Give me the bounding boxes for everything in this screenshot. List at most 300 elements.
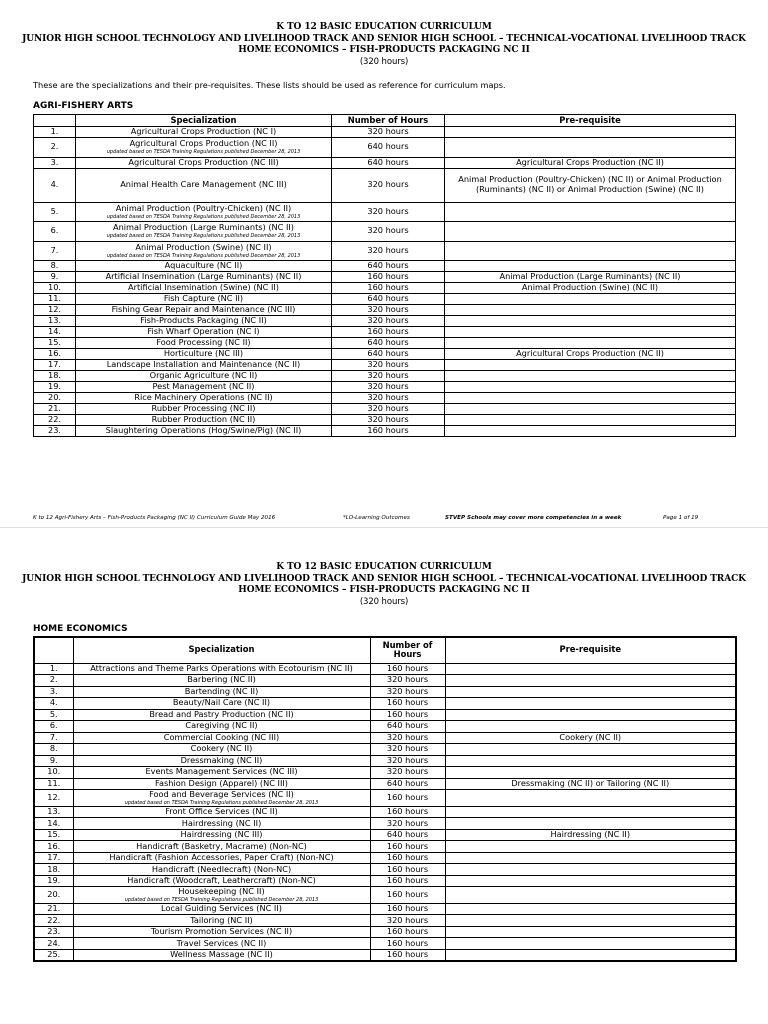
row-prerequisite: Dressmaking (NC II) or Tailoring (NC II) <box>445 778 736 790</box>
row-number: 24. <box>34 938 73 950</box>
row-prerequisite <box>445 294 736 305</box>
row-number: 13. <box>34 806 73 818</box>
table-row <box>34 382 736 393</box>
table-row <box>34 915 736 927</box>
row-number: 8. <box>34 261 76 272</box>
row-specialization <box>73 841 370 853</box>
row-number: 14. <box>34 327 76 338</box>
row-specialization <box>76 349 332 360</box>
page-2 <box>0 528 768 1024</box>
table-row <box>34 157 736 168</box>
row-hours: 320 hours <box>332 222 445 242</box>
row-number: 3. <box>34 686 73 698</box>
row-prerequisite <box>445 698 736 710</box>
specialization-name: Fish Capture (NC II) <box>163 293 244 304</box>
row-specialization <box>73 698 370 710</box>
intro-text: These are the specializations and their pre-requisites. These lists should be used as reference for curriculum maps. <box>33 80 506 90</box>
specialization-name: Commercial Cooking (NC III) <box>163 731 280 742</box>
row-number: 2. <box>34 138 76 158</box>
row-prerequisite <box>445 241 736 261</box>
specialization-name: Animal Production (Poultry-Chicken) (NC II) <box>115 202 292 213</box>
row-number: 17. <box>34 852 73 864</box>
row-hours: 320 hours <box>332 393 445 404</box>
row-prerequisite: Animal Production (Large Ruminants) (NC II) <box>445 272 736 283</box>
row-prerequisite <box>445 404 736 415</box>
table-row <box>34 316 736 327</box>
row-prerequisite <box>445 316 736 327</box>
specialization-name: Animal Production (Swine) (NC II) <box>135 241 272 252</box>
row-hours: 640 hours <box>332 261 445 272</box>
table-row <box>34 283 736 294</box>
row-hours: 320 hours <box>332 305 445 316</box>
row-specialization <box>76 283 332 294</box>
specialization-name: Food and Beverage Services (NC II) <box>149 789 294 799</box>
table-row <box>34 663 736 675</box>
row-hours: 320 hours <box>332 168 445 202</box>
document-header-2 <box>0 562 768 608</box>
row-prerequisite <box>445 938 736 950</box>
row-hours: 160 hours <box>370 790 445 807</box>
row-number: 15. <box>34 338 76 349</box>
row-prerequisite <box>445 744 736 756</box>
row-prerequisite: Animal Production (Poultry-Chicken) (NC II) or Animal Production (Ruminants) (NC II) or Animal Production (Swine) (NC II) <box>445 168 736 202</box>
row-number: 4. <box>34 168 76 202</box>
row-number: 21. <box>34 404 76 415</box>
row-number: 5. <box>34 202 76 222</box>
row-prerequisite: Agricultural Crops Production (NC II) <box>445 349 736 360</box>
specialization-name: Hairdressing (NC III) <box>180 829 263 840</box>
specialization-name: Cookery (NC II) <box>190 743 253 754</box>
row-prerequisite <box>445 393 736 404</box>
row-specialization <box>73 767 370 779</box>
row-prerequisite <box>445 721 736 733</box>
row-prerequisite <box>445 686 736 698</box>
row-specialization <box>73 852 370 864</box>
table-row <box>34 864 736 876</box>
table-row <box>34 305 736 316</box>
row-hours: 320 hours <box>370 744 445 756</box>
row-specialization <box>73 887 370 904</box>
specialization-name: Animal Health Care Management (NC III) <box>120 179 287 190</box>
col-header-number <box>34 115 76 127</box>
row-specialization <box>76 241 332 261</box>
row-number: 12. <box>34 790 73 807</box>
row-hours: 160 hours <box>370 926 445 938</box>
row-number: 1. <box>34 663 73 675</box>
row-number: 13. <box>34 316 76 327</box>
row-specialization <box>76 222 332 242</box>
specialization-name: Slaughtering Operations (Hog/Swine/Pig) (NC II) <box>105 425 302 436</box>
table-row <box>34 709 736 721</box>
row-number: 8. <box>34 744 73 756</box>
row-number: 10. <box>34 767 73 779</box>
row-number: 18. <box>34 864 73 876</box>
row-hours: 640 hours <box>332 349 445 360</box>
agri-fishery-table-body <box>34 127 736 437</box>
header-hours: (320 hours) <box>359 596 409 607</box>
row-hours: 320 hours <box>370 767 445 779</box>
row-prerequisite <box>445 806 736 818</box>
specialization-name: Dressmaking (NC II) <box>180 754 263 765</box>
row-prerequisite <box>445 305 736 316</box>
specialization-name: Agricultural Crops Production (NC III) <box>128 156 279 167</box>
row-hours: 640 hours <box>370 721 445 733</box>
table-row <box>34 852 736 864</box>
row-prerequisite <box>445 790 736 807</box>
specialization-name: Housekeeping (NC II) <box>178 886 265 897</box>
header-line-2: JUNIOR HIGH SCHOOL TECHNOLOGY AND LIVELIHOOD TRACK AND SENIOR HIGH SCHOOL – TECHNICAL-VOCATIONAL LIVELIHOOD TRACK <box>22 33 746 44</box>
row-specialization <box>73 675 370 687</box>
row-specialization <box>76 382 332 393</box>
row-hours: 320 hours <box>332 316 445 327</box>
row-prerequisite <box>445 709 736 721</box>
row-hours: 320 hours <box>370 675 445 687</box>
row-hours: 320 hours <box>332 202 445 222</box>
row-number: 11. <box>34 294 76 305</box>
footer-note: STVEP Schools may cover more competencies in a week <box>445 515 622 521</box>
row-specialization <box>76 393 332 404</box>
table-row <box>34 371 736 382</box>
row-prerequisite <box>445 127 736 138</box>
table-header-row <box>34 115 736 127</box>
row-prerequisite: Cookery (NC II) <box>445 732 736 744</box>
row-number: 16. <box>34 841 73 853</box>
row-hours: 640 hours <box>370 829 445 841</box>
row-hours: 320 hours <box>370 732 445 744</box>
row-specialization <box>73 709 370 721</box>
row-number: 1. <box>34 127 76 138</box>
row-prerequisite <box>445 663 736 675</box>
specialization-name: Tourism Promotion Services (NC II) <box>150 926 293 937</box>
specialization-name: Beauty/Nail Care (NC II) <box>172 697 271 708</box>
row-prerequisite <box>445 426 736 437</box>
row-specialization <box>73 915 370 927</box>
header-line-3: HOME ECONOMICS – FISH-PRODUCTS PACKAGING NC II <box>238 45 530 55</box>
row-specialization <box>76 327 332 338</box>
specialization-note: updated based on TESDA Training Regulations published December 28, 2013 <box>106 252 301 259</box>
col-header-prereq: Pre-requisite <box>445 115 736 127</box>
specialization-note: updated based on TESDA Training Regulations published December 28, 2013 <box>106 213 301 220</box>
row-hours: 160 hours <box>332 426 445 437</box>
row-specialization <box>73 829 370 841</box>
row-specialization <box>73 755 370 767</box>
table-row <box>34 818 736 830</box>
col-header-specialization: Specialization <box>73 637 370 663</box>
row-hours: 320 hours <box>332 404 445 415</box>
row-prerequisite <box>445 675 736 687</box>
home-economics-table <box>33 636 737 962</box>
row-hours: 640 hours <box>370 778 445 790</box>
row-hours: 320 hours <box>332 371 445 382</box>
row-number: 4. <box>34 698 73 710</box>
specialization-name: Travel Services (NC II) <box>176 937 267 948</box>
header-line-3: HOME ECONOMICS – FISH-PRODUCTS PACKAGING NC II <box>238 585 530 595</box>
row-hours: 160 hours <box>370 938 445 950</box>
specialization-name: Tailoring (NC II) <box>190 914 253 925</box>
specialization-name: Handicraft (Basketry, Macrame) (Non-NC) <box>136 840 307 851</box>
row-prerequisite: Hairdressing (NC II) <box>445 829 736 841</box>
specialization-note: updated based on TESDA Training Regulations published December 28, 2013 <box>124 896 319 903</box>
table-row <box>34 806 736 818</box>
specialization-name: Rubber Processing (NC II) <box>151 403 256 414</box>
table-row <box>34 721 736 733</box>
specialization-name: Fashion Design (Apparel) (NC III) <box>155 777 288 788</box>
col-header-hours: Number of Hours <box>332 115 445 127</box>
table-row <box>34 349 736 360</box>
row-number: 22. <box>34 915 73 927</box>
row-specialization <box>76 127 332 138</box>
specialization-name: Bartending (NC II) <box>184 685 259 696</box>
row-hours: 160 hours <box>370 709 445 721</box>
row-specialization <box>76 272 332 283</box>
row-prerequisite <box>445 915 736 927</box>
table-row <box>34 404 736 415</box>
table-row <box>34 829 736 841</box>
row-hours: 320 hours <box>332 382 445 393</box>
row-hours: 160 hours <box>332 272 445 283</box>
row-prerequisite <box>445 818 736 830</box>
col-header-specialization: Specialization <box>76 115 332 127</box>
row-hours: 160 hours <box>370 875 445 887</box>
table-header-row <box>34 637 736 663</box>
row-specialization <box>73 686 370 698</box>
footer-left: K to 12 Agri-Fishery Arts – Fish-Products Packaging (NC II) Curriculum Guide May 2016 <box>33 515 276 521</box>
table-row <box>34 938 736 950</box>
row-number: 20. <box>34 393 76 404</box>
row-number: 22. <box>34 415 76 426</box>
col-header-prereq: Pre-requisite <box>445 637 736 663</box>
table-row <box>34 675 736 687</box>
row-prerequisite <box>445 261 736 272</box>
specialization-name: Fish-Products Packaging (NC II) <box>140 315 267 326</box>
header-hours: (320 hours) <box>359 56 409 67</box>
specialization-name: Organic Agriculture (NC II) <box>149 370 258 381</box>
row-specialization <box>73 903 370 915</box>
row-specialization <box>76 138 332 158</box>
row-prerequisite <box>445 949 736 961</box>
row-prerequisite <box>445 864 736 876</box>
row-number: 9. <box>34 755 73 767</box>
row-hours: 320 hours <box>370 755 445 767</box>
row-prerequisite <box>445 887 736 904</box>
row-specialization <box>73 864 370 876</box>
specialization-name: Pest Management (NC II) <box>152 381 255 392</box>
row-specialization <box>73 806 370 818</box>
specialization-name: Handicraft (Fashion Accessories, Paper Craft) (Non-NC) <box>109 852 334 863</box>
row-number: 6. <box>34 721 73 733</box>
table-row <box>34 426 736 437</box>
specialization-name: Agricultural Crops Production (NC II) <box>129 138 278 149</box>
row-prerequisite: Animal Production (Swine) (NC II) <box>445 283 736 294</box>
specialization-name: Fish Wharf Operation (NC I) <box>147 326 260 337</box>
row-hours: 160 hours <box>370 806 445 818</box>
row-prerequisite <box>445 926 736 938</box>
row-hours: 160 hours <box>332 327 445 338</box>
row-specialization <box>73 875 370 887</box>
specialization-name: Hairdressing (NC II) <box>181 817 262 828</box>
row-specialization <box>73 949 370 961</box>
row-prerequisite <box>445 903 736 915</box>
table-row <box>34 241 736 261</box>
header-line-2: JUNIOR HIGH SCHOOL TECHNOLOGY AND LIVELIHOOD TRACK AND SENIOR HIGH SCHOOL – TECHNICAL-VOCATIONAL LIVELIHOOD TRACK <box>22 573 746 584</box>
specialization-name: Front Office Services (NC II) <box>165 806 278 817</box>
table-row <box>34 949 736 961</box>
table-row <box>34 415 736 426</box>
specialization-name: Agricultural Crops Production (NC I) <box>130 126 277 137</box>
row-prerequisite <box>445 875 736 887</box>
specialization-name: Handicraft (Woodcraft, Leathercraft) (Non-NC) <box>127 875 316 886</box>
row-hours: 320 hours <box>332 360 445 371</box>
specialization-name: Food Processing (NC II) <box>156 337 251 348</box>
row-number: 18. <box>34 371 76 382</box>
table-row <box>34 790 736 807</box>
row-number: 9. <box>34 272 76 283</box>
row-specialization <box>76 360 332 371</box>
row-number: 7. <box>34 241 76 261</box>
row-hours: 640 hours <box>332 138 445 158</box>
row-specialization <box>76 202 332 222</box>
row-number: 16. <box>34 349 76 360</box>
row-number: 2. <box>34 675 73 687</box>
specialization-name: Aquaculture (NC II) <box>164 260 243 271</box>
row-number: 23. <box>34 926 73 938</box>
table-row <box>34 168 736 202</box>
table-row <box>34 202 736 222</box>
table-row <box>34 732 736 744</box>
table-row <box>34 294 736 305</box>
table-row <box>34 903 736 915</box>
row-hours: 160 hours <box>370 949 445 961</box>
col-header-hours: Number of Hours <box>370 637 445 663</box>
table-row <box>34 887 736 904</box>
row-specialization <box>73 926 370 938</box>
row-number: 5. <box>34 709 73 721</box>
specialization-name: Wellness Massage (NC II) <box>170 948 273 959</box>
row-specialization <box>76 316 332 327</box>
row-hours: 640 hours <box>332 338 445 349</box>
row-hours: 320 hours <box>370 915 445 927</box>
row-specialization <box>76 415 332 426</box>
row-number: 14. <box>34 818 73 830</box>
home-economics-table-body <box>34 663 736 961</box>
header-line-1: K TO 12 BASIC EDUCATION CURRICULUM <box>276 562 492 572</box>
specialization-name: Animal Production (Large Ruminants) (NC II) <box>112 222 295 233</box>
row-hours: 640 hours <box>332 157 445 168</box>
footer-mid: *LO-Learning Outcomes <box>343 515 410 521</box>
row-specialization <box>73 778 370 790</box>
section-title-agri-fishery: AGRI-FISHERY ARTS <box>33 101 134 111</box>
row-hours: 320 hours <box>332 127 445 138</box>
row-prerequisite <box>445 841 736 853</box>
row-prerequisite <box>445 360 736 371</box>
row-hours: 320 hours <box>370 818 445 830</box>
row-number: 15. <box>34 829 73 841</box>
table-row <box>34 360 736 371</box>
row-prerequisite <box>445 767 736 779</box>
row-hours: 160 hours <box>370 887 445 904</box>
table-row <box>34 778 736 790</box>
row-hours: 320 hours <box>370 686 445 698</box>
specialization-name: Handicraft (Needlecraft) (Non-NC) <box>151 863 292 874</box>
specialization-name: Artificial Insemination (Swine) (NC II) <box>128 282 279 293</box>
row-hours: 640 hours <box>332 294 445 305</box>
row-number: 6. <box>34 222 76 242</box>
row-specialization <box>76 168 332 202</box>
row-prerequisite: Agricultural Crops Production (NC II) <box>445 157 736 168</box>
specialization-note: updated based on TESDA Training Regulations published December 28, 2013 <box>106 149 301 156</box>
row-hours: 160 hours <box>332 283 445 294</box>
row-specialization <box>76 338 332 349</box>
row-specialization <box>76 157 332 168</box>
row-number: 19. <box>34 875 73 887</box>
col-header-number <box>34 637 73 663</box>
row-hours: 320 hours <box>332 415 445 426</box>
row-number: 23. <box>34 426 76 437</box>
section-title-home-economics: HOME ECONOMICS <box>33 624 128 634</box>
specialization-name: Rice Machinery Operations (NC II) <box>134 392 273 403</box>
specialization-note: updated based on TESDA Training Regulations published December 28, 2013 <box>124 799 319 806</box>
table-row <box>34 261 736 272</box>
row-prerequisite <box>445 327 736 338</box>
row-prerequisite <box>445 202 736 222</box>
row-number: 7. <box>34 732 73 744</box>
row-prerequisite <box>445 138 736 158</box>
specialization-name: Rubber Production (NC II) <box>151 414 256 425</box>
row-specialization <box>76 294 332 305</box>
row-number: 21. <box>34 903 73 915</box>
document-header <box>0 22 768 68</box>
row-hours: 160 hours <box>370 864 445 876</box>
table-row <box>34 222 736 242</box>
footer-page: Page 1 of 19 <box>663 515 699 521</box>
row-number: 20. <box>34 887 73 904</box>
specialization-name: Caregiving (NC II) <box>185 720 258 731</box>
table-row <box>34 327 736 338</box>
row-hours: 160 hours <box>370 841 445 853</box>
row-specialization <box>73 790 370 807</box>
table-row <box>34 744 736 756</box>
table-row <box>34 767 736 779</box>
table-row <box>34 926 736 938</box>
row-number: 10. <box>34 283 76 294</box>
specialization-name: Fishing Gear Repair and Maintenance (NC III) <box>111 304 296 315</box>
table-row <box>34 338 736 349</box>
specialization-name: Landscape Installation and Maintenance (NC II) <box>106 359 301 370</box>
row-specialization <box>73 732 370 744</box>
table-row <box>34 698 736 710</box>
row-hours: 320 hours <box>332 241 445 261</box>
row-specialization <box>73 663 370 675</box>
row-specialization <box>76 261 332 272</box>
table-row <box>34 875 736 887</box>
row-number: 19. <box>34 382 76 393</box>
specialization-name: Barbering (NC II) <box>187 674 256 685</box>
row-number: 17. <box>34 360 76 371</box>
row-specialization <box>76 305 332 316</box>
specialization-name: Bread and Pastry Production (NC II) <box>149 708 294 719</box>
row-hours: 160 hours <box>370 852 445 864</box>
table-row <box>34 138 736 158</box>
row-prerequisite <box>445 338 736 349</box>
table-row <box>34 272 736 283</box>
row-number: 12. <box>34 305 76 316</box>
row-prerequisite <box>445 852 736 864</box>
row-prerequisite <box>445 222 736 242</box>
row-specialization <box>73 721 370 733</box>
specialization-name: Local Guiding Services (NC II) <box>161 903 282 914</box>
row-specialization <box>76 371 332 382</box>
row-specialization <box>76 426 332 437</box>
